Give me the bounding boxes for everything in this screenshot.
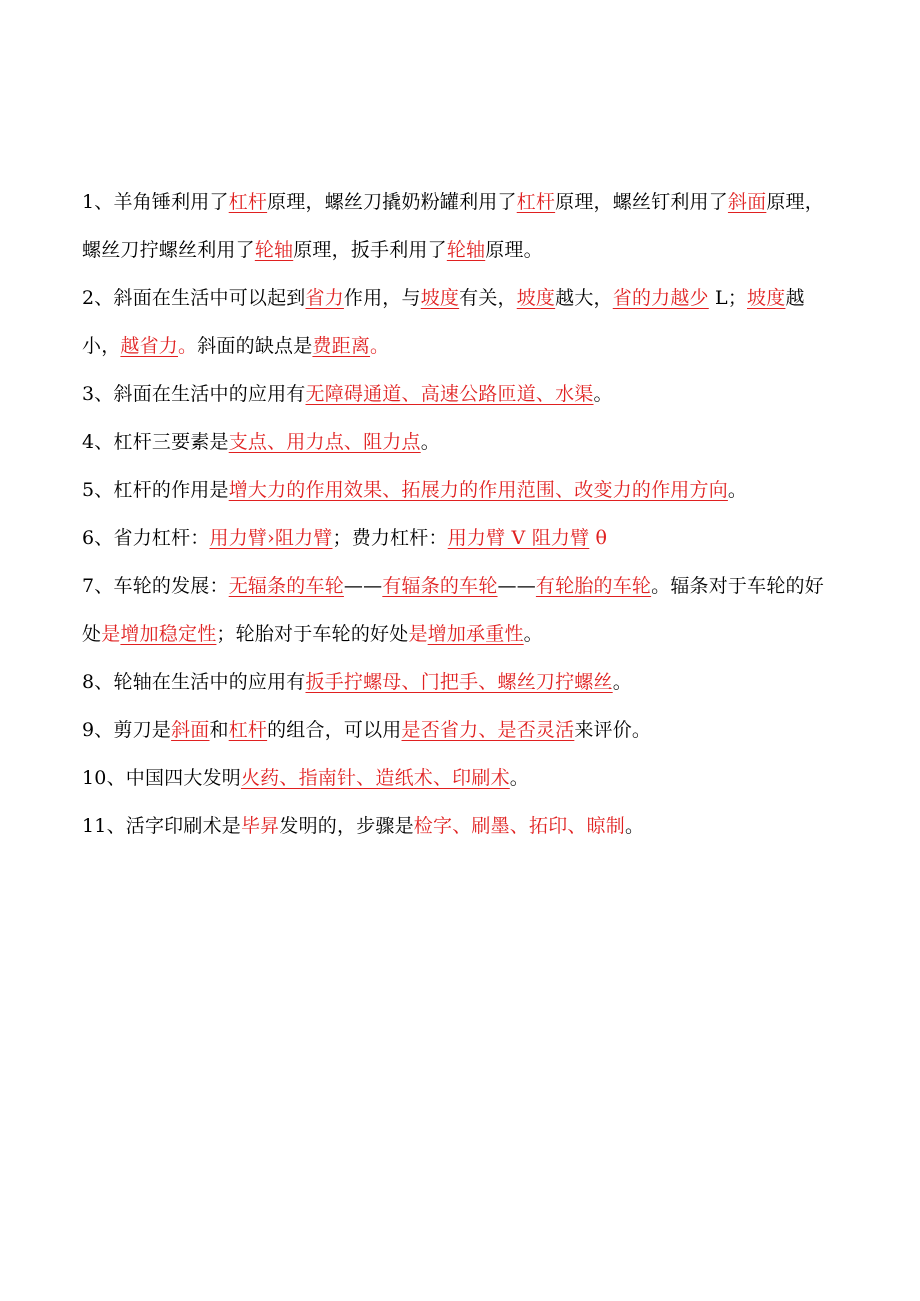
question-text: 。辐条对于车轮的好处 [82,575,824,645]
question-text: 8、轮轴在生活中的应用有 [82,671,306,693]
question-text: 2、斜面在生活中可以起到 [82,287,306,309]
question-text: 。 [509,767,529,789]
question-text: 。 [612,671,632,693]
answer-text: 无辐条的车轮 [228,575,344,597]
question-item-11 [82,802,842,850]
question-text: ；轮胎对于车轮的好处 [216,623,409,645]
answer-text: 杠杆 [516,191,556,213]
question-item-5 [82,466,842,514]
answer-text: 坡度 [420,287,460,309]
answer-text: 有辐条的车轮 [382,575,498,597]
question-text: 斜面的缺点是 [197,335,313,357]
answer-text: 轮轴 [446,239,486,261]
answer-text-plain: θ [589,527,608,549]
answer-text: 越省力 [120,335,179,357]
answer-text: 用力臂 V 阻力臂 [447,527,590,549]
question-text: 有关， [459,287,517,309]
answer-text-plain: 检字、刷墨、拓印、晾制 [413,815,625,837]
question-text: 原理，螺丝刀拧螺丝利用了 [82,191,824,261]
answer-text: 轮轴 [254,239,294,261]
answer-text: 费距离 [312,335,371,357]
answer-text: 坡度 [516,287,556,309]
question-text: 。 [625,815,645,837]
question-text: 原理，螺丝钉利用了 [555,191,728,213]
question-text: ；费力杠杆： [332,527,448,549]
question-text: 原理，螺丝刀撬奶粉罐利用了 [267,191,517,213]
question-item-1 [82,178,842,274]
question-text: 6、省力杠杆： [82,527,210,549]
answer-text-plain: 。 [178,335,198,357]
answer-text: 杠杆 [228,191,268,213]
answer-text: 省的力越少 [612,287,709,309]
question-text: 原理，扳手利用了 [293,239,447,261]
answer-text: 省力 [305,287,344,309]
question-text: 10、中国四大发明 [82,767,241,789]
answer-text: 有轮胎的车轮 [535,575,652,597]
question-item-3 [82,370,842,418]
answer-text: 斜面 [727,191,767,213]
question-text: 4、杠杆三要素是 [82,431,229,453]
question-text: 越小， [82,287,805,357]
answer-text-plain: 。 [370,335,390,357]
question-text: 和 [209,719,229,741]
answer-text: 坡度 [747,287,786,309]
question-text: —— [343,575,383,597]
answer-text-plain: 毕昇 [240,815,280,837]
answer-text: 火药、指南针、造纸术、印刷术 [240,767,510,789]
question-text: 原理。 [485,239,543,261]
answer-text: 无障碍通道、高速公路匝道、水渠 [305,383,594,405]
answer-text: 扳手拧螺母、门把手、螺丝刀拧螺丝 [305,671,613,693]
question-text: 。 [593,383,613,405]
answer-text: 用力臂›阻力臂 [209,527,333,549]
question-item-4 [82,418,842,466]
question-item-10 [82,754,842,802]
question-item-9 [82,706,842,754]
question-text: L； [708,287,748,309]
answer-text: 是否省力、是否灵活 [401,719,575,741]
question-text: 越大， [555,287,613,309]
answer-text-plain: 是 [101,623,121,645]
question-text: 7、车轮的发展： [82,575,229,597]
question-text: 。 [420,431,440,453]
question-item-2 [82,274,842,370]
question-item-8 [82,658,842,706]
question-text: 作用，与 [343,287,421,309]
question-text: 。 [727,479,748,501]
answer-text: 斜面 [171,719,210,741]
question-text: 1、羊角锤利用了 [82,191,229,213]
question-text: 的组合，可以用 [267,719,402,741]
question-text: 来评价。 [574,719,652,741]
question-text: 发明的，步骤是 [279,815,414,837]
question-text: 3、斜面在生活中的应用有 [82,383,306,405]
answer-text-plain: 是 [408,623,428,645]
question-item-6 [82,514,842,562]
question-text: 。 [523,623,543,645]
answer-text: 杠杆 [228,719,268,741]
answer-text: 增大力的作用效果、拓展力的作用范围、改变力的作用方向 [228,479,728,501]
question-text: 5、杠杆的作用是 [82,479,229,501]
question-text: 9、剪刀是 [82,719,172,741]
answer-text: 支点、用力点、阻力点 [228,431,421,453]
answer-text: 增加稳定性 [120,623,217,645]
question-text: —— [497,575,536,597]
question-item-7 [82,562,842,658]
answer-text: 增加承重性 [427,623,524,645]
question-list [82,178,842,850]
question-text: 11、活字印刷术是 [82,815,241,837]
